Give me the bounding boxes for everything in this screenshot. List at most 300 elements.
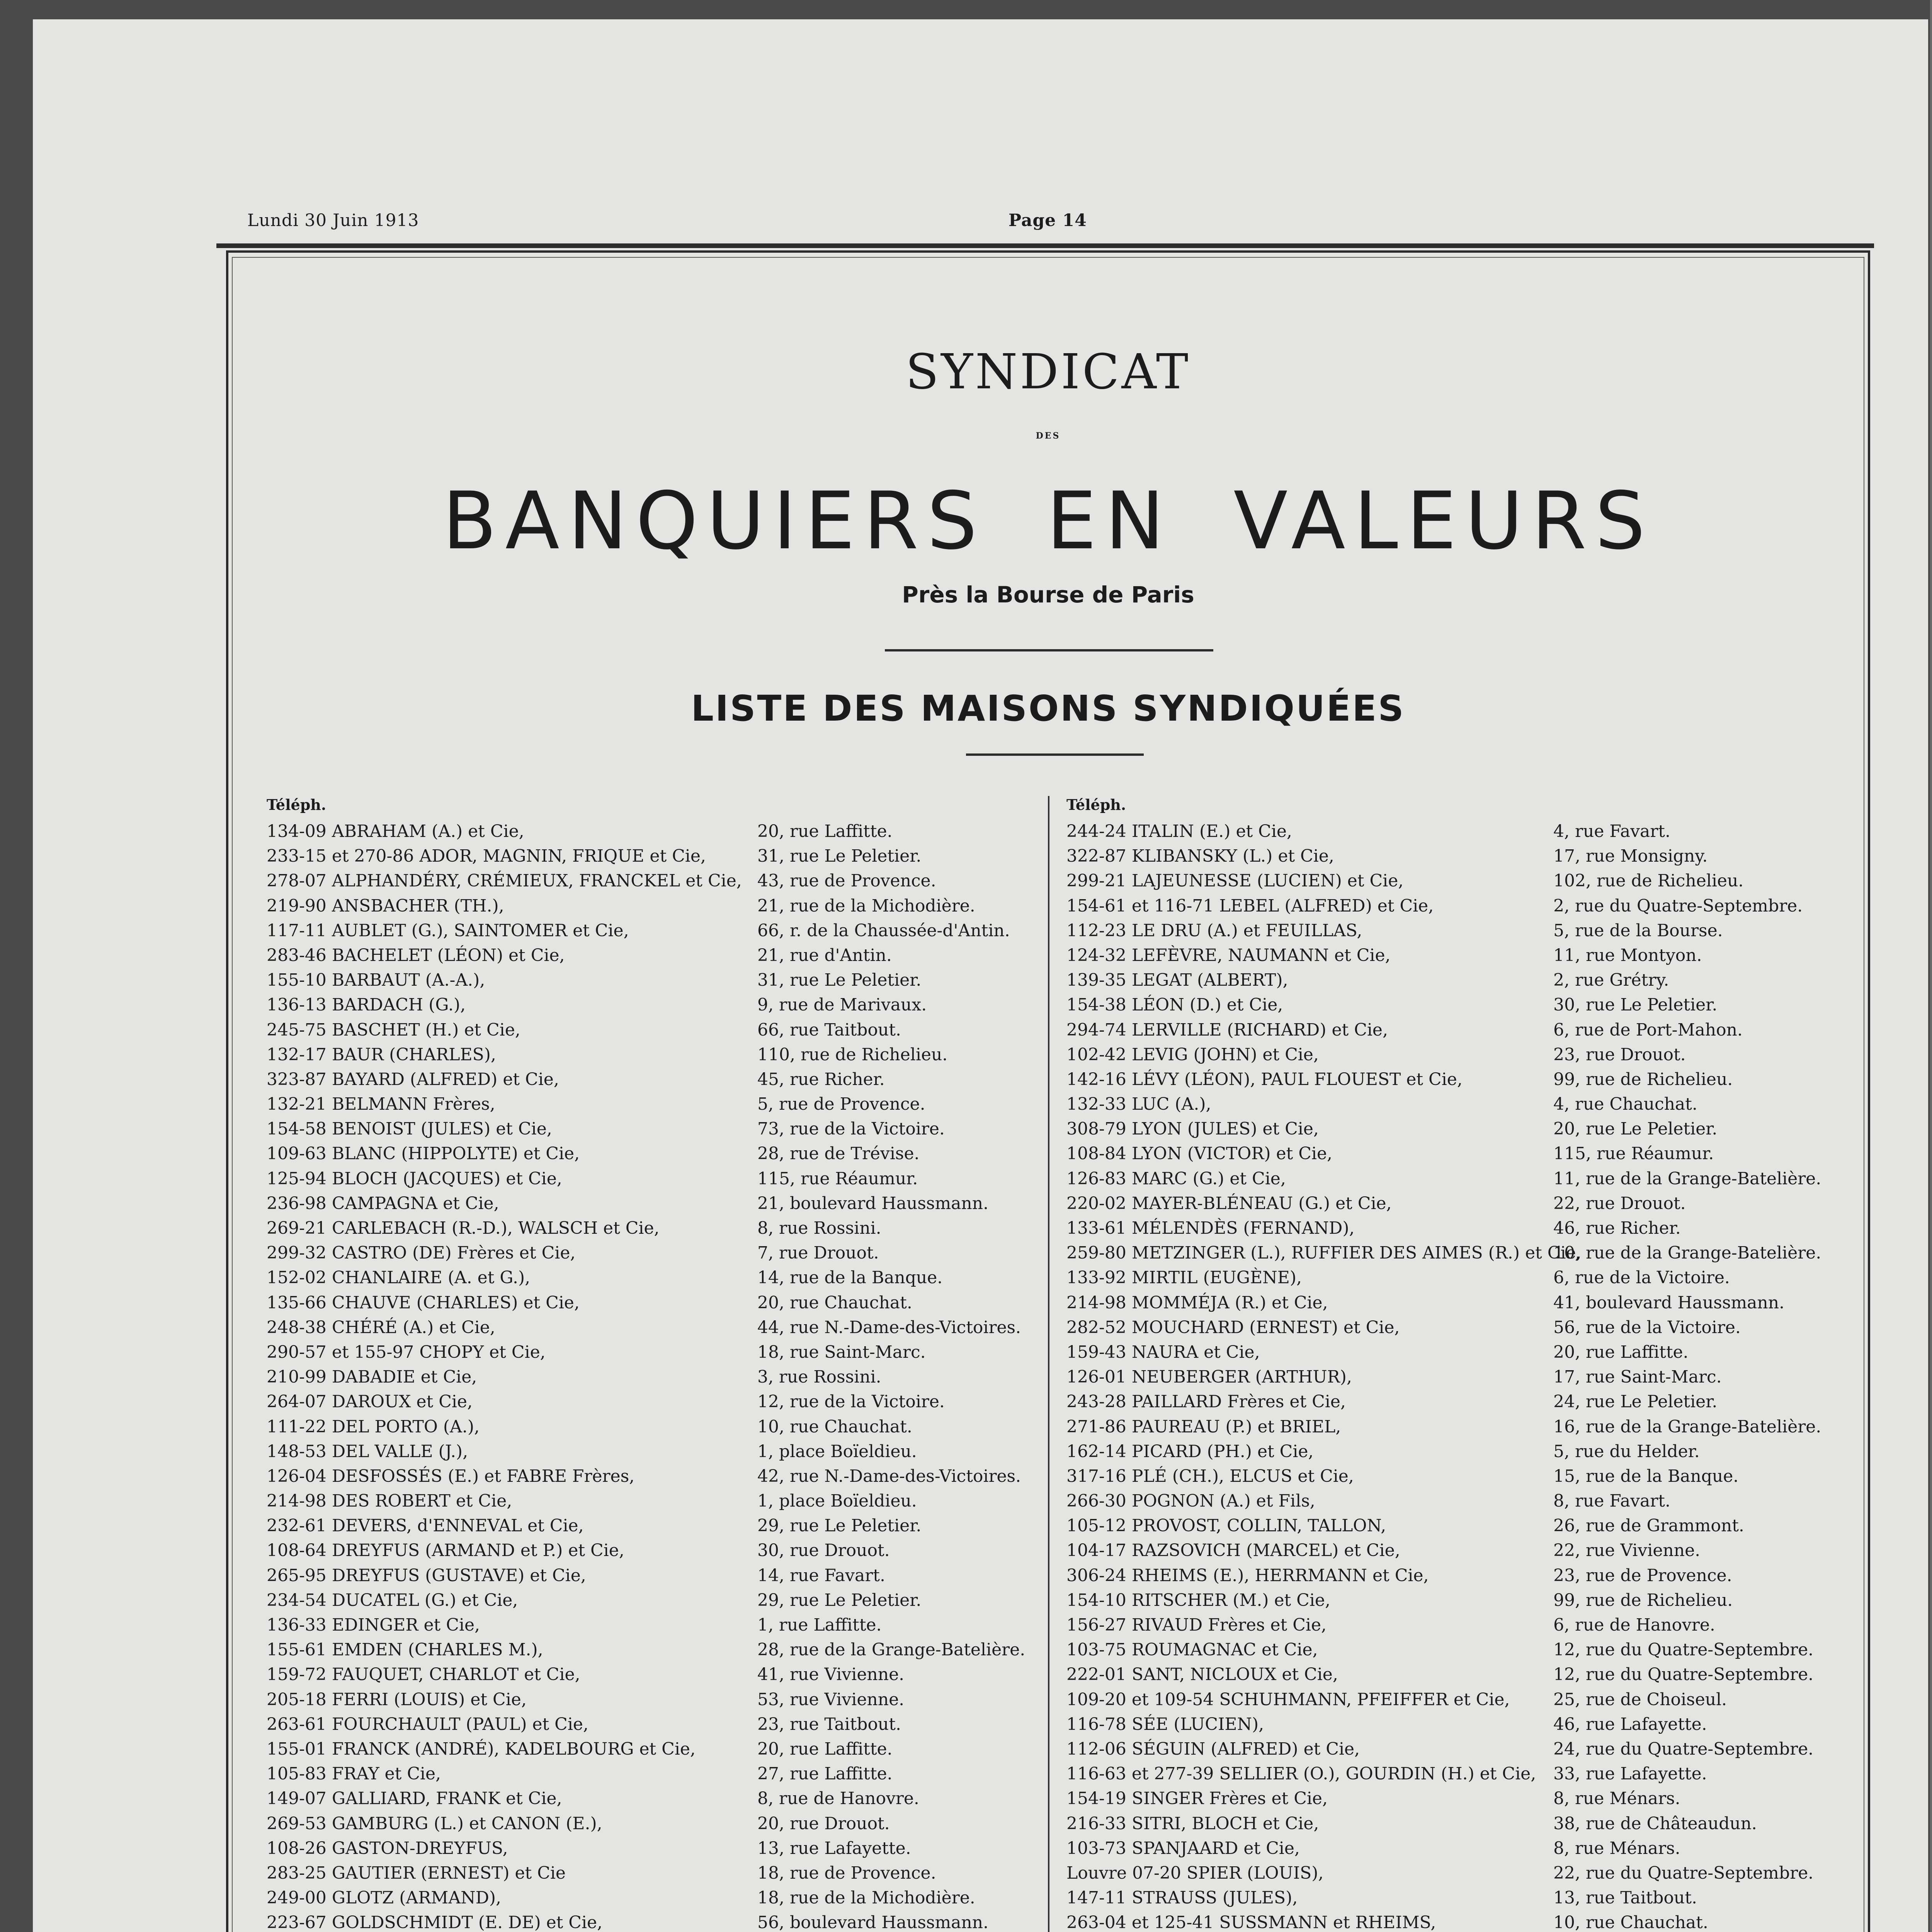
entry-name: ANSBACHER (TH.), [332,896,504,916]
member-entry [267,1712,1009,1737]
entry-name: SITRI, BLOCH et Cie, [1131,1813,1319,1833]
entry-telephone: 294-74 [1066,1020,1126,1040]
entry-telephone: 152-02 [267,1268,327,1288]
member-entry [1066,1439,1847,1464]
entry-name: LEFÈVRE, NAUMANN et Cie, [1131,945,1391,965]
entry-telephone: 265-95 [267,1565,327,1585]
entry-name: MIRTIL (EUGÈNE), [1131,1268,1302,1288]
entry-tel-name [1066,1216,1355,1241]
entry-telephone: 263-61 [267,1714,327,1734]
entry-address: 10, rue Chauchat. [1553,1913,1708,1932]
entry-name: SPIER (LOUIS), [1186,1863,1324,1883]
entry-address: 41, rue Vivienne. [757,1665,905,1685]
entry-address: 27, rue Laffitte. [757,1764,893,1784]
entry-address: 14, rue Favart. [757,1565,885,1585]
entry-tel-name [1066,1836,1300,1861]
entry-name: SINGER Frères et Cie, [1131,1789,1328,1809]
entry-tel-name [1066,1489,1315,1514]
entry-tel-name [1066,1265,1302,1290]
entry-tel-name [1066,1315,1400,1340]
entry-tel-name [267,1018,520,1043]
member-entry [1066,1464,1847,1489]
entry-telephone: 109-20 et 109-54 [1066,1689,1214,1709]
entry-telephone: 308-79 [1066,1119,1126,1139]
member-entry [267,844,1009,869]
entry-address: 8, rue de Hanovre. [757,1789,919,1809]
entry-telephone: 116-78 [1066,1714,1126,1734]
member-entry [1066,1638,1847,1662]
entry-address: 6, rue de Port-Mahon. [1553,1020,1743,1040]
entry-tel-name [1066,1538,1400,1563]
entry-address: 22, rue Vivienne. [1553,1541,1701,1561]
header-date: Lundi 30 Juin 1913 [247,211,419,230]
entry-tel-name [1066,1340,1260,1365]
entry-name: DREYFUS (GUSTAVE) et Cie, [332,1565,586,1585]
entry-telephone: 290-57 et 155-97 [267,1342,414,1362]
entry-tel-name [267,918,629,943]
member-entry [1066,1762,1847,1786]
entry-name: MÉLENDÈS (FERNAND), [1131,1218,1355,1238]
entry-name: ADOR, MAGNIN, FRIQUE et Cie, [419,846,706,866]
entry-address: 8, rue Ménars. [1553,1838,1680,1858]
entry-name: MAYER-BLÉNEAU (G.) et Cie, [1131,1193,1392,1213]
entry-name: BAYARD (ALFRED) et Cie, [332,1069,559,1089]
entry-tel-name [267,1141,580,1166]
entry-name: PLÉ (CH.), ELCUS et Cie, [1131,1466,1354,1486]
entry-address: 73, rue de la Victoire. [757,1119,945,1139]
entry-address: 110, rue de Richelieu. [757,1044,948,1065]
entry-address: 4, rue Chauchat. [1553,1094,1697,1114]
entry-address: 17, rue Saint-Marc. [1553,1367,1722,1387]
entry-name: DEL PORTO (A.), [332,1417,480,1437]
entry-name: CHOPY et Cie, [419,1342,546,1362]
entry-address: 46, rue Lafayette. [1553,1714,1707,1734]
member-entry [1066,844,1847,869]
entry-name: BAUR (CHARLES), [332,1044,496,1065]
entry-tel-name [1066,1092,1211,1117]
member-entry [267,1489,1009,1514]
member-entry [267,1117,1009,1141]
header-rule [216,243,1874,248]
entry-name: SÉGUIN (ALFRED) et Cie, [1131,1739,1360,1759]
entry-address: 53, rue Vivienne. [757,1689,905,1709]
entry-tel-name [1066,1439,1313,1464]
entry-telephone: 322-87 [1066,846,1126,866]
entry-address: 11, rue de la Grange-Batelière. [1553,1168,1821,1189]
entry-name: MOMMÉJA (R.) et Cie, [1131,1293,1328,1313]
entry-tel-name [1066,1662,1338,1687]
entry-tel-name [1066,1389,1346,1414]
entry-telephone: 223-67 [267,1913,327,1932]
entry-address: 29, rue Le Peletier. [757,1516,922,1536]
entry-tel-name [267,1043,496,1067]
member-entry [267,1538,1009,1563]
entry-name: GAMBURG (L.) et CANON (E.), [332,1813,602,1833]
entry-name: EMDEN (CHARLES M.), [332,1640,543,1660]
entry-tel-name [1066,1762,1536,1786]
member-entry [267,1563,1009,1588]
entry-name: SPANJAARD et Cie, [1131,1838,1300,1858]
entry-address: 66, rue Taitbout. [757,1020,901,1040]
entry-tel-name [267,943,565,968]
entry-telephone: 136-13 [267,995,327,1015]
entry-telephone: 132-21 [267,1094,327,1114]
entry-tel-name [1066,844,1334,869]
entry-name: CASTRO (DE) Frères et Cie, [332,1243,576,1263]
entry-name: FERRI (LOUIS) et Cie, [332,1689,527,1709]
entry-address: 28, rue de la Grange-Batelière. [757,1640,1026,1660]
entry-telephone: 116-63 et 277-39 [1066,1764,1214,1784]
title-syndicat: SYNDICAT [905,344,1191,400]
entry-name: RITSCHER (M.) et Cie, [1131,1590,1330,1610]
entry-name: LE DRU (A.) et FEUILLAS, [1131,920,1362,940]
entry-telephone: 156-27 [1066,1615,1126,1635]
entry-address: 99, rue de Richelieu. [1553,1069,1733,1089]
entry-tel-name [267,1514,584,1538]
entry-address: 2, rue Grétry. [1553,970,1669,990]
entry-telephone: 236-98 [267,1193,327,1213]
entry-name: SUSSMANN et RHEIMS, [1219,1913,1436,1932]
entry-tel-name [1066,1167,1286,1191]
title-des: DES [1036,431,1061,441]
entry-name: FOURCHAULT (PAUL) et Cie, [332,1714,588,1734]
member-entry [267,1389,1009,1414]
entry-telephone: 243-28 [1066,1392,1126,1412]
member-entry [267,943,1009,968]
entry-tel-name [267,1786,562,1811]
entry-telephone: 117-11 [267,920,327,940]
entry-tel-name [1066,1018,1388,1043]
member-entry [267,1415,1009,1439]
member-entry [1066,1167,1847,1191]
member-entry [1066,1241,1847,1265]
entry-telephone: 155-61 [267,1640,327,1660]
entry-tel-name [267,1886,501,1910]
member-entry [1066,1588,1847,1613]
entry-name: POGNON (A.) et Fils, [1131,1491,1315,1511]
entry-tel-name [267,1811,602,1836]
entry-telephone: 126-83 [1066,1168,1126,1189]
entry-address: 7, rue Drouot. [757,1243,879,1263]
member-entry [267,1662,1009,1687]
entry-telephone: 210-99 [267,1367,327,1387]
member-entry [267,1786,1009,1811]
member-entry [1066,1365,1847,1389]
entry-name: BLOCH (JACQUES) et Cie, [332,1168,562,1189]
member-entry [267,894,1009,918]
entry-name: BACHELET (LÉON) et Cie, [332,945,565,965]
member-entry [1066,1067,1847,1092]
entry-address: 14, rue de la Banque. [757,1268,943,1288]
entry-tel-name [267,1762,441,1786]
member-entry [267,1464,1021,1489]
entry-address: 1, place Boïeldieu. [757,1491,917,1511]
entry-tel-name [267,1092,495,1117]
entry-telephone: 220-02 [1066,1193,1126,1213]
entry-address: 8, rue Favart. [1553,1491,1670,1511]
member-entry [267,1861,1009,1886]
entry-telephone: 249-00 [267,1888,327,1908]
entry-name: CARLEBACH (R.-D.), WALSCH et Cie, [332,1218,660,1238]
member-entry [1066,1662,1847,1687]
entry-telephone: 154-10 [1066,1590,1126,1610]
entry-name: DES ROBERT et Cie, [332,1491,512,1511]
entry-address: 24, rue Le Peletier. [1553,1392,1718,1412]
entry-tel-name [1066,1415,1341,1439]
entry-address: 20, rue Laffitte. [757,1739,893,1759]
entry-telephone: 133-61 [1066,1218,1126,1238]
entry-telephone: 149-07 [267,1789,327,1809]
entry-tel-name [1066,1514,1386,1538]
entry-address: 102, rue de Richelieu. [1553,871,1744,891]
entry-address: 23, rue Drouot. [1553,1044,1686,1065]
entry-telephone: 104-17 [1066,1541,1126,1561]
member-entry [267,1265,1009,1290]
entry-address: 56, boulevard Haussmann. [757,1913,989,1932]
member-entry [267,1737,1009,1762]
entry-name: CHÉRÉ (A.) et Cie, [332,1317,495,1337]
entry-name: FRAY et Cie, [332,1764,441,1784]
entry-tel-name [1066,993,1283,1017]
entry-telephone: 264-07 [267,1392,327,1412]
entry-tel-name [1066,1563,1429,1588]
entry-name: ABRAHAM (A.) et Cie, [332,821,524,841]
entry-address: 22, rue du Quatre-Septembre. [1553,1863,1814,1883]
entry-name: ROUMAGNAC et Cie, [1131,1640,1318,1660]
entry-telephone: 159-72 [267,1665,327,1685]
entry-address: 29, rue Le Peletier. [757,1590,922,1610]
entry-telephone: 323-87 [267,1069,327,1089]
member-entry [1066,1340,1847,1365]
entry-telephone: 148-53 [267,1441,327,1461]
member-entry [1066,1886,1847,1910]
entry-name: RIVAUD Frères et Cie, [1131,1615,1327,1635]
member-entry [1066,1836,1847,1861]
entry-address: 25, rue de Choiseul. [1553,1689,1727,1709]
entry-tel-name [267,1439,468,1464]
entry-name: PICARD (PH.) et Cie, [1131,1441,1314,1461]
entry-telephone: 154-38 [1066,995,1126,1015]
member-entry [267,1043,1009,1067]
entry-tel-name [1066,819,1292,844]
member-entry [267,968,1009,993]
entry-telephone: 269-21 [267,1218,327,1238]
entry-tel-name [1066,1687,1510,1712]
entry-address: 16, rue de la Grange-Batelière. [1553,1417,1821,1437]
entry-telephone: 125-94 [267,1168,327,1189]
entry-tel-name [267,1415,480,1439]
member-entry [267,1092,1009,1117]
entry-address: 10, rue de la Grange-Batelière. [1553,1243,1821,1263]
entry-address: 42, rue N.-Dame-des-Victoires. [757,1466,1021,1486]
entry-tel-name [267,968,485,993]
member-entry [267,1018,1009,1043]
entry-address: 24, rue du Quatre-Septembre. [1553,1739,1814,1759]
member-entry [1066,968,1847,993]
entry-telephone: 222-01 [1066,1665,1126,1685]
entry-address: 20, rue Laffitte. [1553,1342,1689,1362]
entry-telephone: 103-75 [1066,1640,1126,1660]
entry-telephone: 263-04 et 125-41 [1066,1913,1214,1932]
entry-name: ITALIN (E.) et Cie, [1131,821,1292,841]
entry-tel-name [267,869,742,893]
entry-tel-name [1066,1291,1328,1315]
entry-telephone: 317-16 [1066,1466,1126,1486]
entry-address: 30, rue Drouot. [757,1541,890,1561]
entry-address: 20, rue Laffitte. [757,821,893,841]
entry-address: 6, rue de la Victoire. [1553,1268,1730,1288]
member-entry [267,1762,1009,1786]
member-entry [267,1291,1009,1315]
entry-address: 21, boulevard Haussmann. [757,1193,989,1213]
entry-telephone: 105-83 [267,1764,327,1784]
entry-address: 8, rue Ménars. [1553,1789,1680,1809]
entry-address: 30, rue Le Peletier. [1553,995,1718,1015]
entry-telephone: 103-73 [1066,1838,1126,1858]
member-entry [267,1365,1009,1389]
entry-tel-name [267,993,466,1017]
entry-name: DUCATEL (G.) et Cie, [332,1590,518,1610]
entry-tel-name [1066,1117,1319,1141]
entry-name: PAUREAU (P.) et BRIEL, [1131,1417,1341,1437]
subtitle: Près la Bourse de Paris [902,582,1194,608]
entry-telephone: 112-06 [1066,1739,1126,1759]
entry-address: 99, rue de Richelieu. [1553,1590,1733,1610]
entry-address: 6, rue de Hanovre. [1553,1615,1715,1635]
member-entry [1066,894,1847,918]
member-entry [267,1216,1009,1241]
entry-name: GALLIARD, FRANK et Cie, [332,1789,562,1809]
entry-telephone: 233-15 et 270-86 [267,846,414,866]
member-entry [267,1886,1009,1910]
entry-name: LEVIG (JOHN) et Cie, [1131,1044,1319,1065]
entry-telephone: 234-54 [267,1590,327,1610]
entry-name: LAJEUNESSE (LUCIEN) et Cie, [1131,871,1404,891]
entry-telephone: 162-14 [1066,1441,1126,1461]
entry-telephone: 271-86 [1066,1417,1126,1437]
entry-tel-name [267,1340,546,1365]
entry-telephone: 154-61 et 116-71 [1066,896,1214,916]
entry-address: 23, rue de Provence. [1553,1565,1732,1585]
entry-address: 13, rue Lafayette. [757,1838,911,1858]
entry-name: CHANLAIRE (A. et G.), [332,1268,531,1288]
member-entry [1066,1043,1847,1067]
entry-address: 20, rue Drouot. [757,1813,890,1833]
entry-telephone: 134-09 [267,821,327,841]
entry-telephone: 214-98 [267,1491,327,1511]
entry-name: LÉVY (LÉON), PAUL FLOUEST et Cie, [1131,1069,1463,1089]
entry-tel-name [1066,1886,1298,1910]
entry-telephone: 136-33 [267,1615,327,1635]
entry-address: 4, rue Favart. [1553,821,1670,841]
entry-tel-name [1066,1588,1330,1613]
entry-address: 5, rue du Helder. [1553,1441,1700,1461]
member-entry [1066,943,1847,968]
entry-tel-name [267,1861,566,1886]
entry-tel-name [267,1687,527,1712]
entry-address: 9, rue de Marivaux. [757,995,927,1015]
member-entry [1066,1687,1847,1712]
entry-address: 28, rue de Trévise. [757,1144,920,1164]
entry-name: GAUTIER (ERNEST) et Cie [332,1863,566,1883]
entry-tel-name [1066,1613,1327,1638]
entry-tel-name [1066,1464,1354,1489]
entry-telephone: 142-16 [1066,1069,1126,1089]
entry-tel-name [1066,1365,1352,1389]
list-heading-underline [966,753,1144,756]
entry-address: 21, rue de la Michodière. [757,896,975,916]
member-entry [1066,1291,1847,1315]
entry-telephone: 111-22 [267,1417,327,1437]
member-entry [267,1514,1009,1538]
entry-telephone: 126-04 [267,1466,327,1486]
entry-telephone: 133-92 [1066,1268,1126,1288]
entry-tel-name [1066,918,1362,943]
entry-telephone: 205-18 [267,1689,327,1709]
entry-tel-name [267,1265,530,1290]
entry-tel-name [1066,1786,1328,1811]
entry-telephone: 139-35 [1066,970,1126,990]
entry-address: 1, rue Laffitte. [757,1615,882,1635]
entry-name: GASTON-DREYFUS, [332,1838,508,1858]
member-entry [1066,918,1847,943]
member-entry [267,1811,1009,1836]
entry-telephone: 154-19 [1066,1789,1126,1809]
entry-name: EDINGER et Cie, [332,1615,480,1635]
entry-tel-name [267,819,524,844]
entry-tel-name [267,1712,588,1737]
member-entry [1066,1389,1847,1414]
entry-name: DESFOSSÉS (E.) et FABRE Frères, [332,1466,635,1486]
entry-address: 17, rue Monsigny. [1553,846,1708,866]
entry-telephone: 269-53 [267,1813,327,1833]
entry-address: 12, rue du Quatre-Septembre. [1553,1640,1814,1660]
adjacent-page-edge [1930,0,1932,1932]
member-entry [267,1191,1009,1216]
member-entry [267,1340,1009,1365]
entry-address: 5, rue de Provence. [757,1094,925,1114]
entry-address: 45, rue Richer. [757,1069,885,1089]
entry-address: 12, rue de la Victoire. [757,1392,945,1412]
entry-tel-name [1066,1043,1319,1067]
teleph-label-right: Téléph. [1066,796,1126,813]
member-entry [267,918,1009,943]
entry-address: 31, rue Le Peletier. [757,846,922,866]
teleph-label-left: Téléph. [267,796,327,813]
entry-name: RHEIMS (E.), HERRMANN et Cie, [1131,1565,1429,1585]
member-entry [267,1687,1009,1712]
entry-name: KLIBANSKY (L.) et Cie, [1131,846,1334,866]
entry-telephone: 306-24 [1066,1565,1126,1585]
entry-tel-name [267,1737,696,1762]
member-entry [267,1141,1009,1166]
entry-tel-name [267,1464,634,1489]
entry-address: 33, rue Lafayette. [1553,1764,1707,1784]
member-entry [1066,1117,1847,1141]
member-entry [1066,1910,1847,1932]
entry-address: 5, rue de la Bourse. [1553,920,1723,940]
entry-telephone: 102-42 [1066,1044,1126,1065]
entry-tel-name [1066,968,1288,993]
entry-name: DREYFUS (ARMAND et P.) et Cie, [332,1541,624,1561]
entry-telephone: 244-24 [1066,821,1126,841]
entry-telephone: 259-80 [1066,1243,1126,1263]
entry-tel-name [267,1191,499,1216]
entry-name: SÉE (LUCIEN), [1131,1714,1264,1734]
entry-tel-name [1066,1067,1463,1092]
entry-telephone: 232-61 [267,1516,327,1536]
entry-address: 26, rue de Grammont. [1553,1516,1744,1536]
